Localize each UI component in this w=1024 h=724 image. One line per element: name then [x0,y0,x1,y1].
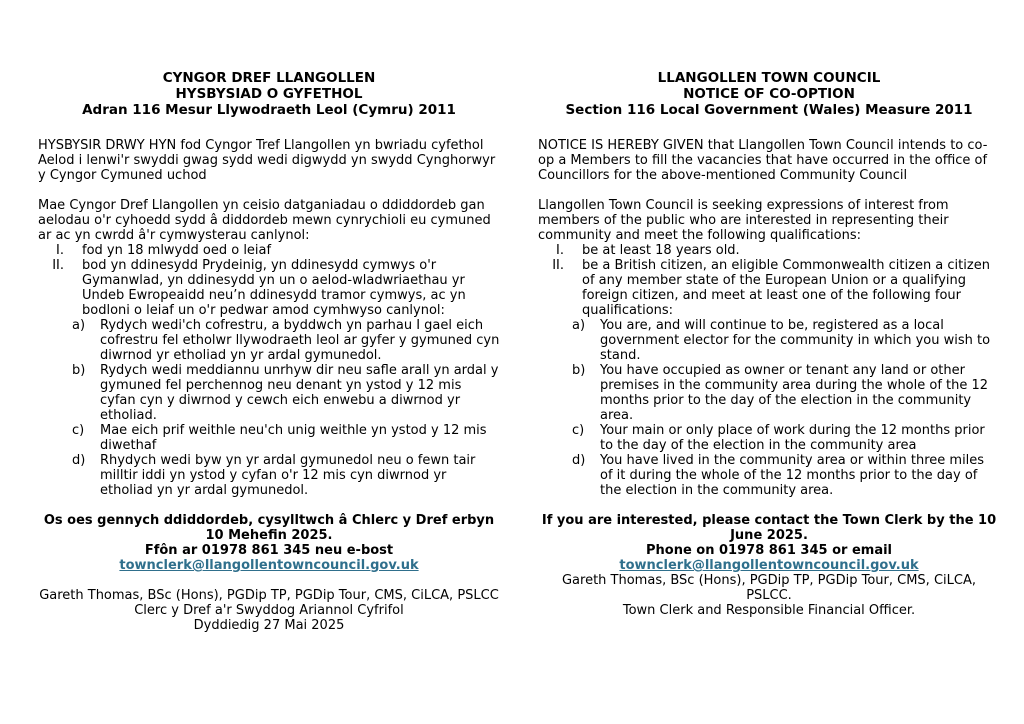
list-item [38,318,500,363]
welsh-column [38,70,500,633]
council-name: LLANGOLLEN TOWN COUNCIL [657,70,881,86]
signature-role: Clerc y Dref a'r Swyddog Ariannol Cyfrifol [134,603,404,618]
signature-name: Gareth Thomas, BSc (Hons), PGDip TP, PGDip Tour, CMS, CiLCA, PSLCC [39,588,499,603]
list-item [538,243,1000,258]
english-column [538,70,1000,618]
list-item [38,258,500,498]
signature-role: Town Clerk and Responsible Financial Officer. [622,603,916,618]
notice-title: HYSBYSIAD O GYFETHOL [175,86,363,102]
list-text: You are, and will continue to be, registered as a local government elector for the community in which you wish to stand. [600,318,991,363]
list-item [538,258,1000,498]
list-letter: d) [572,453,586,468]
list-text: Mae eich prif weithle neu'ch unig weithle yn ystod y 12 mis diwethaf [100,423,487,453]
list-item [538,453,1000,498]
list-text: Rydych wedi meddiannu unrhyw dir neu safle arall yn ardal y gymuned fel perchennog neu denant yn ystod y 12 mis cyfan cyn y diwrnod y cewch eich enwebu a diwrnod yr etholiad. [100,363,499,423]
list-letter: c) [572,423,585,438]
contact-deadline: If you are interested, please contact the Town Clerk by the 10 June 2025. [541,513,997,543]
notice-title: NOTICE OF CO-OPTION [683,86,855,102]
list-letter: a) [572,318,586,333]
contact-phone: Phone on 01978 861 345 or email [645,543,893,558]
signature-block [38,588,500,633]
list-letter: b) [72,363,86,378]
list-number: II. [52,258,64,273]
email-link[interactable]: townclerk@llangollentowncouncil.gov.uk [119,558,419,573]
council-name: CYNGOR DREF LLANGOLLEN [162,70,376,86]
list-item [38,453,500,498]
list-text: be a British citizen, an eligible Commonwealth citizen a citizen of any member state of the European Union or a qualifying foreign citizen, and meet at least one of the following four qualifications: [582,258,990,318]
list-letter: c) [72,423,85,438]
signature-date: Dyddiedig 27 Mai 2025 [193,618,345,633]
list-text: Your main or only place of work during the 12 months prior to the day of the election in the community area [600,423,985,453]
list-text: fod yn 18 mlwydd oed o leiaf [82,243,272,258]
legislation-reference: Adran 116 Mesur Llywodraeth Leol (Cymru) 2011 [82,102,456,118]
contact-block [38,513,500,573]
list-item [38,363,500,423]
list-text: Rydych wedi'ch cofrestru, a byddwch yn parhau I gael eich cofrestru fel etholwr llywodraeth leol ar gyfer y gymuned cyn diwrnod yr etholiad yn yr ardal gymunedol. [100,318,500,363]
legislation-reference: Section 116 Local Government (Wales) Measure 2011 [565,102,973,118]
contact-block [538,513,1000,573]
list-text: Rhydych wedi byw yn yr ardal gymunedol neu o fewn tair milltir iddi yn ystod y cyfan o'r 12 mis cyn diwrnod yr etholiad yn yr ardal gymunedol. [100,453,476,498]
contact-phone: Ffôn ar 01978 861 345 neu e-bost [144,543,394,558]
list-item [38,243,500,258]
list-item [538,318,1000,363]
welsh-heading [38,70,500,118]
list-item [38,423,500,453]
list-number: II. [552,258,564,273]
notice-paragraph: NOTICE IS HEREBY GIVEN that Llangollen Town Council intends to co-op a Members to fill the vacancies that have occurred in the office of Councillors for the above-mentioned Community Council [538,138,988,183]
condition-list [72,318,500,498]
list-item [538,423,1000,453]
contact-deadline: Os oes gennych ddiddordeb, cysylltwch â Chlerc y Dref erbyn 10 Mehefin 2025. [43,513,495,543]
signature-block [538,573,1000,618]
condition-list [572,318,1000,498]
english-heading [538,70,1000,118]
list-letter: d) [72,453,86,468]
signature-name: Gareth Thomas, BSc (Hons), PGDip TP, PGDip Tour, CMS, CiLCA, PSLCC. [561,573,976,603]
list-text: You have lived in the community area or within three miles of it during the whole of the 12 months prior to the day of the election in the community area. [600,453,985,498]
list-letter: b) [572,363,586,378]
list-number: I. [556,243,564,258]
list-number: I. [56,243,64,258]
notice-paragraph: HYSBYSIR DRWY HYN fod Cyngor Tref Llangollen yn bwriadu cyfethol Aelod i lenwi'r swyddi gwag sydd wedi digwydd yn swydd Cynghorwyr y Cyngor Cymuned uchod [38,138,496,183]
list-letter: a) [72,318,86,333]
qualification-list [38,243,500,498]
list-item [538,363,1000,423]
email-link[interactable]: townclerk@llangollentowncouncil.gov.uk [619,558,919,573]
qualification-list [538,243,1000,498]
list-text: be at least 18 years old. [582,243,740,258]
intro-paragraph: Mae Cyngor Dref Llangollen yn ceisio datganiadau o ddiddordeb gan aelodau o'r cyhoedd sydd â diddordeb mewn cynrychioli eu cymuned ar ac yn cwrdd â'r cymwysterau canlynol: [38,198,491,243]
intro-paragraph: Llangollen Town Council is seeking expressions of interest from members of the public who are interested in representing their community and meet the following qualifications: [538,198,949,243]
list-text: You have occupied as owner or tenant any land or other premises in the community area during the whole of the 12 months prior to the day of the election in the community area. [600,363,989,423]
list-text: bod yn ddinesydd Prydeinig, yn ddinesydd cymwys o'r Gymanwlad, yn ddinesydd yn un o aelod-wladwriaethau yr Undeb Ewropeaidd neu’n ddinesydd tramor cymwys, ac yn bodloni o leiaf un o'r pedwar amod cymhwyso canlynol: [82,258,466,318]
